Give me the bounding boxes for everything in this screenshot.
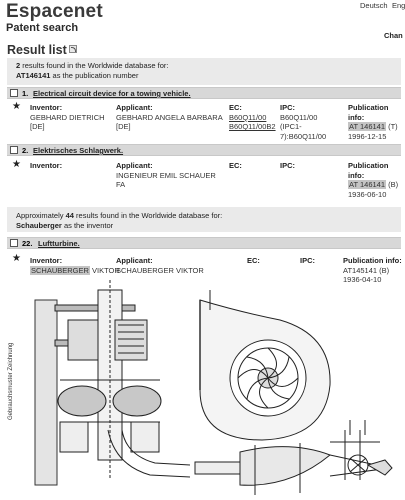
summary-text-2: as the publication number <box>50 71 139 80</box>
result-count: 2 <box>16 61 21 70</box>
inventor-field <box>30 103 105 132</box>
inventor-label: Inventor: <box>30 256 63 265</box>
ipc-field <box>300 256 315 266</box>
star-icon[interactable]: ★ <box>12 253 21 264</box>
ipc-value: B60Q11/00 <box>280 112 318 122</box>
query-term: Schauberger <box>16 221 62 230</box>
app-header <box>0 0 405 40</box>
drawing-caption: Gebrauchsmuster Zeichnung <box>8 342 14 420</box>
select-checkbox[interactable] <box>10 89 18 97</box>
publication-field <box>348 103 398 141</box>
result-title-link[interactable]: Elektrisches Schlagwerk. <box>33 146 124 155</box>
search-summary-2 <box>7 207 401 232</box>
ec-field <box>229 103 276 132</box>
inventor-label: Inventor: <box>30 161 63 170</box>
applicant-field <box>116 103 223 132</box>
publication-date: 1936-04-10 <box>343 275 382 284</box>
result-row-header <box>7 87 401 99</box>
publication-date: 1936-06-10 <box>348 189 387 199</box>
lang-deutsch-link[interactable]: Deutsch <box>360 1 388 10</box>
applicant-value: INGENIEUR EMIL SCHAUER <box>116 170 216 180</box>
ec-label: EC: <box>229 103 242 112</box>
publication-label: Publication <box>348 161 389 170</box>
applicant-value: FA <box>116 180 126 189</box>
lang-english-link[interactable]: Eng <box>392 1 405 10</box>
patent-drawing <box>0 280 403 500</box>
star-icon[interactable]: ★ <box>12 159 21 170</box>
result-title-link[interactable]: Electrical circuit device for a towing vehicle. <box>33 89 191 98</box>
inventor-field <box>30 256 120 275</box>
venturi-pipe-view <box>195 443 390 495</box>
result-list-title: Result list <box>7 43 67 57</box>
ipc-label: IPC: <box>280 103 295 112</box>
ec-label: EC: <box>229 161 242 170</box>
applicant-label: Applicant: <box>116 256 153 265</box>
publication-field <box>348 161 398 199</box>
applicant-field <box>116 161 216 190</box>
result-title-link[interactable]: Luftturbine. <box>38 239 80 248</box>
search-summary <box>7 58 401 85</box>
publication-label: Publication <box>348 103 389 112</box>
result-number: 1. <box>22 89 29 98</box>
inventor-country: [DE] <box>30 122 45 131</box>
ipc-field <box>280 103 326 141</box>
result-count: 44 <box>65 211 74 220</box>
turbine-section-view <box>35 280 190 485</box>
star-icon[interactable]: ★ <box>12 101 21 112</box>
brand-subtitle: Patent search <box>6 22 79 34</box>
summary-text: Approximately <box>16 211 66 220</box>
publication-label-2: info: <box>348 112 365 122</box>
brand-title[interactable]: Espacenet <box>6 1 103 22</box>
summary-text-3: as the inventor <box>61 221 114 230</box>
applicant-value: GEBHARD ANGELA BARBARA <box>116 112 223 122</box>
result-number: 22. <box>22 239 33 248</box>
publication-number-link[interactable]: AT 146141 <box>349 180 386 189</box>
applicant-value: SCHAUBERGER VIKTOR <box>116 265 204 275</box>
rss-icon[interactable] <box>69 45 77 53</box>
inventor-label: Inventor: <box>30 103 63 112</box>
result-number: 2. <box>22 146 29 155</box>
select-checkbox[interactable] <box>10 239 18 247</box>
inventor-field <box>30 161 62 171</box>
applicant-field <box>116 256 204 275</box>
publication-date: 1996-12-15 <box>348 131 387 141</box>
summary-text: results found in the Worldwide database for: <box>20 61 169 70</box>
ec-code-link[interactable]: B60Q11/00B2 <box>229 122 276 131</box>
change-link[interactable]: Chan <box>384 31 403 40</box>
publication-label-2: info: <box>348 170 365 180</box>
applicant-label: Applicant: <box>116 103 153 112</box>
inventor-value: GEBHARD DIETRICH <box>30 112 105 122</box>
applicant-country: [DE] <box>116 122 131 131</box>
ec-label: EC: <box>247 256 260 265</box>
spiral-turbine-view <box>200 290 330 440</box>
result-row-header <box>7 144 401 156</box>
summary-text-2: results found in the Worldwide database for: <box>73 211 223 220</box>
publication-number: AT145141 (B) <box>343 265 390 275</box>
ipc-label: IPC: <box>280 161 295 170</box>
publication-kind: (B) <box>386 180 399 189</box>
fan-schematic-view <box>330 420 392 480</box>
result-row-header <box>7 237 401 249</box>
ipc-value: (IPC1- <box>280 122 302 131</box>
inventor-highlight: SCHAUBERGER <box>31 265 89 275</box>
ipc-label: IPC: <box>300 256 315 265</box>
publication-number-link[interactable]: AT 146141 <box>349 122 386 131</box>
select-checkbox[interactable] <box>10 146 18 154</box>
ec-field <box>247 256 260 266</box>
ipc-value: 7):B60Q11/00 <box>280 131 327 141</box>
publication-kind: (T) <box>386 122 398 131</box>
publication-label: Publication info: <box>343 256 402 265</box>
ec-field <box>229 161 242 171</box>
ec-code-link[interactable]: B60Q11/00 <box>229 112 267 122</box>
inventor-value: VIKTOR <box>89 265 120 275</box>
ipc-field <box>280 161 295 171</box>
query-term: AT146141 <box>16 71 51 80</box>
applicant-label: Applicant: <box>116 161 153 170</box>
